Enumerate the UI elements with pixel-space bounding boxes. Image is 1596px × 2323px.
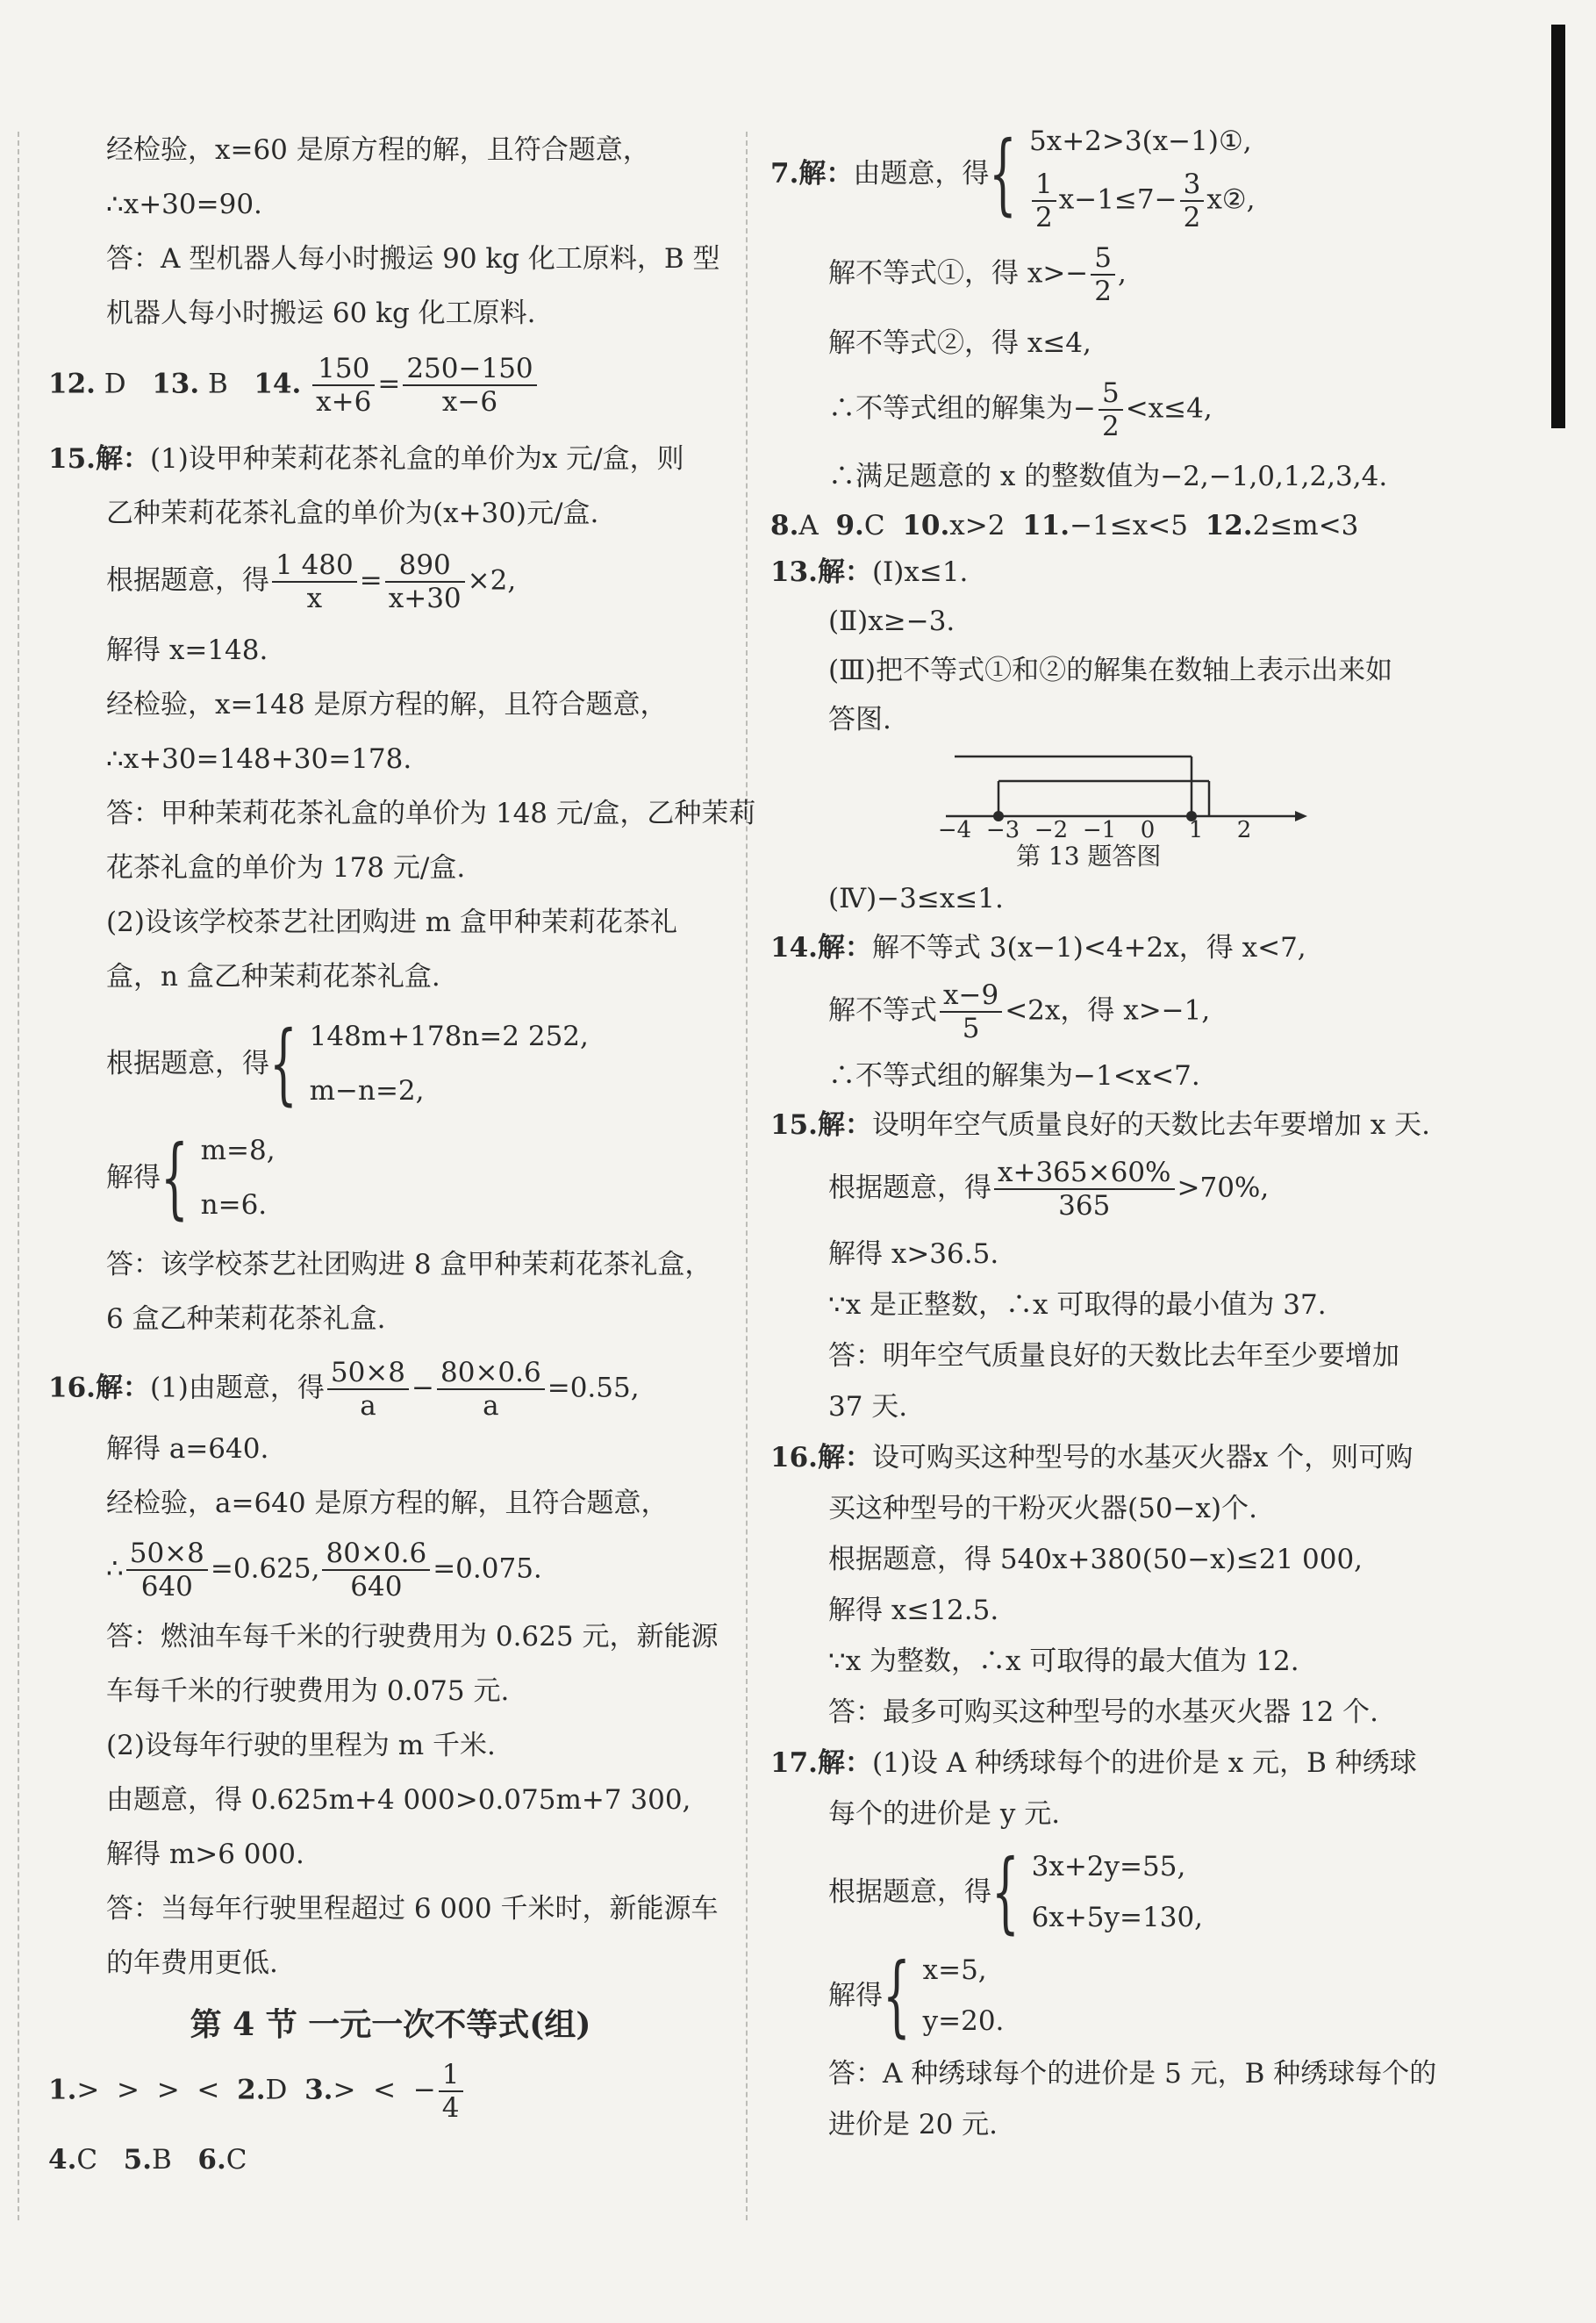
text-line: 答：明年空气质量良好的天数比去年至少要增加 bbox=[828, 1340, 1399, 1372]
text-line: 答：A 型机器人每小时搬运 90 kg 化工原料，B 型 bbox=[106, 243, 720, 275]
fraction: $\frac{150}{x+6}$ bbox=[312, 353, 375, 418]
equation-line: 根据题意，得 $\frac{x+365\times 60\%}{365}$ >70%, bbox=[828, 1157, 1270, 1222]
q7-system: 7.解：由题意，得 { 5x+2>3(x−1)①, $\frac{1}{2}$ x−1≤7− $\frac{3}{2}$ x②, bbox=[770, 122, 1256, 233]
number-line-figure bbox=[937, 751, 1314, 843]
q14-line: 14.解：解不等式 3(x−1)<4+2x，得 x<7, bbox=[770, 932, 1306, 964]
solution-system: 解得 { m=8, n=6. bbox=[106, 1126, 276, 1229]
text-line: 答：当每年行驶里程超过 6 000 千米时，新能源车 bbox=[106, 1893, 719, 1925]
text-line: 经检验，x=60 是原方程的解，且符合题意， bbox=[106, 134, 650, 166]
right-column bbox=[770, 123, 1542, 2150]
text-line: 解得 m>6 000. bbox=[106, 1839, 304, 1870]
text-line: ∵x 为整数，∴x 可取得的最大值为 12. bbox=[828, 1645, 1299, 1677]
answers-4-6: 4.C 5.B 6.C bbox=[48, 2144, 247, 2176]
equation-line: 解不等式 $\frac{x-9}{5}$ <2x，得 x>−1, bbox=[828, 979, 1211, 1044]
equation-line: ∴不等式组的解集为− $\frac{5}{2}$ <x≤4, bbox=[828, 377, 1213, 442]
tick-label: −3 bbox=[985, 817, 1020, 843]
tick-label: −2 bbox=[1034, 817, 1069, 843]
text-line: 解不等式②，得 x≤4, bbox=[828, 327, 1091, 359]
text-line: 买这种型号的干粉灭火器(50−x)个. bbox=[828, 1493, 1257, 1524]
q15-line: 15.解：(1)设甲种茉莉花茶礼盒的单价为x 元/盒，则 bbox=[48, 443, 684, 475]
figure-caption: 第 13 题答图 bbox=[1016, 842, 1162, 871]
q17-line: 17.解：(1)设 A 种绣球每个的进价是 x 元，B 种绣球 bbox=[770, 1747, 1417, 1779]
text-line: 花茶礼盒的单价为 178 元/盒. bbox=[106, 852, 466, 884]
answers-1-3: 1.> > > < 2.D 3.> < − $\frac{1}{4}$ bbox=[48, 2059, 733, 2124]
q16-line: 16.解：(1)由题意，得 $\frac{50\times 8}{a}$ − $\frac{80\times 0.6}{a}$ =0.55, bbox=[48, 1357, 640, 1422]
tick-label: 2 bbox=[1236, 817, 1252, 843]
text-line: 盒，n 盒乙种茉莉花茶礼盒. bbox=[106, 961, 440, 993]
equation-line: 解不等式①，得 x>− $\frac{5}{2}$ , bbox=[828, 242, 1127, 307]
text-line: ∵x 是正整数，∴x 可取得的最小值为 37. bbox=[828, 1289, 1327, 1321]
text-line: 经检验，a=640 是原方程的解，且符合题意， bbox=[106, 1488, 669, 1519]
text-line: (Ⅱ)x≥−3. bbox=[828, 606, 955, 637]
text-line: (Ⅲ)把不等式①和②的解集在数轴上表示出来如 bbox=[828, 655, 1393, 686]
text-line: 答图. bbox=[828, 704, 891, 735]
equation-line: 根据题意，得 $\frac{1 480}{x}$ = $\frac{890}{x+30}$ ×2, bbox=[106, 549, 517, 614]
text-line: 答：A 种绣球每个的进价是 5 元，B 种绣球每个的 bbox=[828, 2058, 1437, 2090]
text-line: 37 天. bbox=[828, 1391, 908, 1423]
text-line: 乙种茉莉花茶礼盒的单价为(x+30)元/盒. bbox=[106, 498, 599, 529]
text-line: 每个的进价是 y 元. bbox=[828, 1798, 1061, 1830]
text-line: 答：该学校茶艺社团购进 8 盒甲种茉莉花茶礼盒， bbox=[106, 1249, 712, 1280]
text-line: 由题意，得 0.625m+4 000>0.075m+7 300, bbox=[106, 1784, 691, 1816]
text-line: 进价是 20 元. bbox=[828, 2109, 998, 2140]
text-line: (2)设每年行驶的里程为 m 千米. bbox=[106, 1730, 496, 1761]
text-line: 经检验，x=148 是原方程的解，且符合题意， bbox=[106, 689, 668, 721]
text-line: 机器人每小时搬运 60 kg 化工原料. bbox=[106, 298, 536, 329]
solution-system: 解得 { x=5, y=20. bbox=[828, 1944, 1005, 2047]
left-margin-line bbox=[18, 132, 19, 2220]
left-column bbox=[48, 123, 756, 2187]
tick-label: 1 bbox=[1188, 817, 1204, 843]
text-line: ∴x+30=148+30=178. bbox=[106, 743, 412, 775]
answers-8-12: 8.A 9.C 10.x>2 11.−1≤x<5 12.2≤m<3 bbox=[770, 510, 1359, 541]
text-line: 的年费用更低. bbox=[106, 1947, 278, 1979]
text-line: (2)设该学校茶艺社团购进 m 盒甲种茉莉花茶礼 bbox=[106, 907, 678, 938]
text-line: 解得 x≤12.5. bbox=[828, 1595, 999, 1626]
text-line: 根据题意，得 540x+380(50−x)≤21 000, bbox=[828, 1544, 1363, 1575]
text-line: 答：燃油车每千米的行驶费用为 0.625 元，新能源 bbox=[106, 1621, 719, 1653]
text-line: ∴x+30=90. bbox=[106, 189, 262, 220]
page-edge-bar bbox=[1551, 25, 1565, 428]
text-line: ∴不等式组的解集为−1<x<7. bbox=[828, 1060, 1200, 1092]
text-line: 答：最多可购买这种型号的水基灭火器 12 个. bbox=[828, 1696, 1379, 1728]
column-divider bbox=[746, 132, 748, 2220]
q15-line: 15.解：设明年空气质量良好的天数比去年要增加 x 天. bbox=[770, 1109, 1430, 1141]
section-title: 第 4 节 一元一次不等式(组) bbox=[190, 2006, 591, 2043]
text-line: 解得 a=640. bbox=[106, 1433, 269, 1465]
text-line: 答：甲种茉莉花茶礼盒的单价为 148 元/盒，乙种茉莉 bbox=[106, 798, 756, 829]
equation-system: 根据题意，得 { 148m+178n=2 252, m−n=2, bbox=[106, 1012, 589, 1115]
equation-system: 根据题意，得 { 3x+2y=55, 6x+5y=130, bbox=[828, 1840, 1204, 1943]
tick-label: 0 bbox=[1140, 817, 1156, 843]
equation-line: ∴ $\frac{50\times 8}{640}$ =0.625, $\frac{80\times 0.6}{640}$ =0.075. bbox=[106, 1538, 542, 1602]
tick-label: −1 bbox=[1082, 817, 1117, 843]
fraction: $\frac{250-150}{x-6}$ bbox=[403, 353, 536, 418]
q13-line: 13.解：(Ⅰ)x≤1. bbox=[770, 556, 969, 588]
text-line: 车每千米的行驶费用为 0.075 元. bbox=[106, 1675, 510, 1707]
text-line: 6 盒乙种茉莉花茶礼盒. bbox=[106, 1303, 386, 1335]
text-line: (Ⅳ)−3≤x≤1. bbox=[828, 883, 1004, 914]
answers-12-14: 12. D 13. B 14. $\frac{150}{x+6}$ = $\frac{250-150}{x-6}$ bbox=[48, 353, 733, 418]
q16-line: 16.解：设可购买这种型号的水基灭火器x 个，则可购 bbox=[770, 1442, 1413, 1473]
text-line: ∴满足题意的 x 的整数值为−2,−1,0,1,2,3,4. bbox=[828, 461, 1388, 492]
tick-label: −4 bbox=[937, 817, 972, 843]
text-line: 解得 x=148. bbox=[106, 635, 268, 666]
text-line: 解得 x>36.5. bbox=[828, 1238, 999, 1270]
